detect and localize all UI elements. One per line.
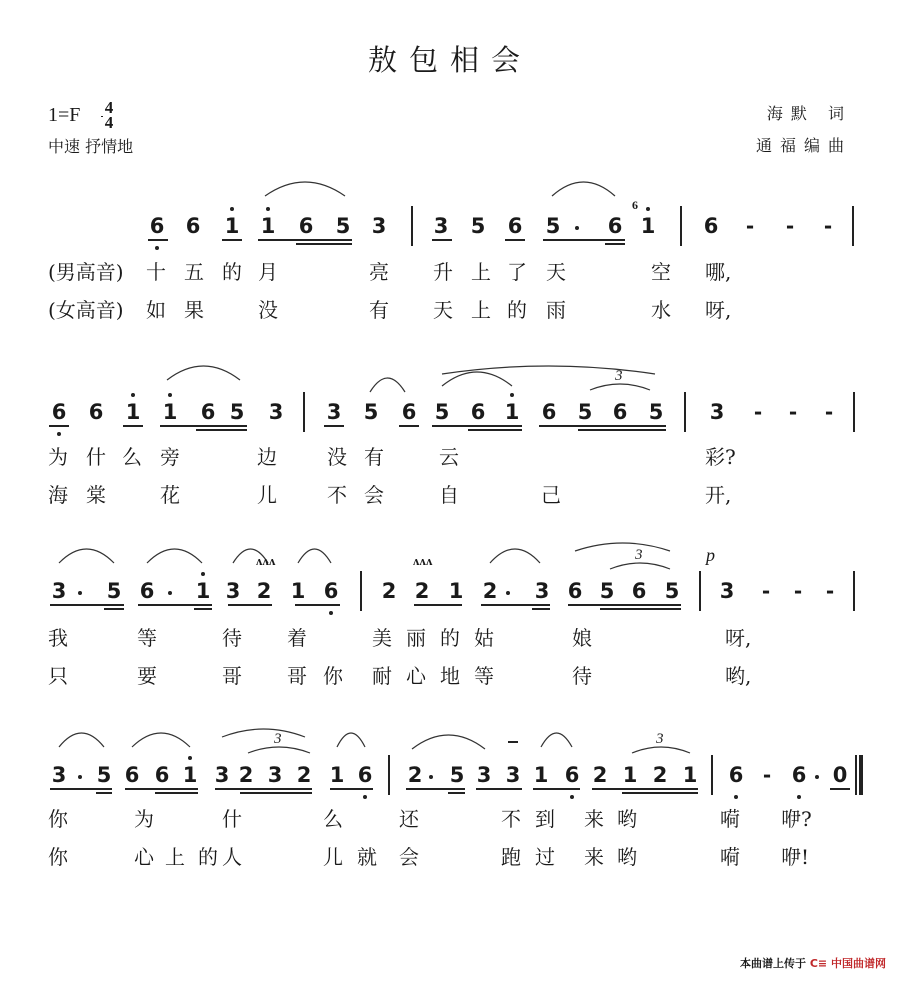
lyric: 你: [48, 807, 68, 831]
lyric: 美: [372, 626, 392, 650]
beam-underline: [104, 608, 124, 610]
lyric: 空: [651, 260, 671, 284]
note: 6: [357, 763, 373, 787]
note: 0: [832, 763, 848, 787]
note: 6: [541, 400, 557, 424]
lyric: 天: [546, 260, 566, 284]
lyric: 嗬: [720, 845, 740, 869]
slur-arc: [298, 549, 331, 563]
beam-underline: [49, 425, 69, 427]
beam-underline: [532, 608, 550, 610]
octave-dot-low: [363, 795, 367, 799]
sustain-dash: -: [788, 400, 798, 424]
note: 6: [728, 763, 744, 787]
barline: [855, 755, 857, 795]
lyric: 心: [406, 664, 426, 688]
beam-underline: [155, 792, 198, 794]
note: 5: [96, 763, 112, 787]
lyric: 如: [146, 298, 166, 322]
lyric: 我: [48, 626, 68, 650]
note: 3: [371, 214, 387, 238]
dynamic-marking: p: [706, 545, 715, 565]
note: 3: [433, 214, 449, 238]
note: 3: [51, 763, 67, 787]
lyric: 上: [471, 260, 491, 284]
beam-underline: [125, 788, 198, 790]
note: 3: [534, 579, 550, 603]
note: 5: [599, 579, 615, 603]
augmentation-dot: [168, 591, 172, 595]
beam-underline: [222, 239, 242, 241]
lyric: 娘: [572, 626, 592, 650]
note: 3: [51, 579, 67, 603]
note: 5: [106, 579, 122, 603]
note: 6: [149, 214, 165, 238]
slur-arc: [59, 733, 104, 747]
note: 3: [214, 763, 230, 787]
beam-underline: [296, 243, 352, 245]
time-signature: 4 4: [101, 100, 117, 130]
lyric: 心: [134, 845, 154, 869]
lyric: 儿: [323, 845, 343, 869]
note: 6: [401, 400, 417, 424]
barline: [411, 206, 413, 246]
lyric: 咿?: [781, 807, 812, 831]
beam-underline: [622, 792, 698, 794]
sustain-dash: -: [762, 763, 772, 787]
barline: [680, 206, 682, 246]
lyric: 来: [584, 807, 604, 831]
barline: [360, 571, 362, 611]
lyric: 天: [433, 298, 453, 322]
lyric: 不: [501, 807, 521, 831]
sustain-dash: -: [745, 214, 755, 238]
beam-underline: [295, 604, 340, 606]
note: 6: [88, 400, 104, 424]
lyric: 上: [471, 298, 491, 322]
beam-underline: [330, 788, 373, 790]
beam-underline: [399, 425, 419, 427]
note: 5: [545, 214, 561, 238]
footer-upload-note: 本曲谱上传于 C≡ 中国曲谱网: [740, 957, 886, 970]
octave-dot-high: [510, 393, 514, 397]
lyric: 月: [258, 260, 278, 284]
lyric: 的: [198, 845, 218, 869]
note: 6: [612, 400, 628, 424]
octave-dot-high: [131, 393, 135, 397]
lyric: 么: [323, 807, 343, 831]
slur-arc: [222, 729, 305, 737]
lyric: 跑: [501, 845, 521, 869]
slur-arc: [337, 733, 365, 747]
lyric: 咿!: [781, 845, 810, 869]
octave-dot-low: [734, 795, 738, 799]
augmentation-dot: [506, 591, 510, 595]
sustain-dash: -: [793, 579, 803, 603]
barline: [853, 571, 855, 611]
lyric: 来: [584, 845, 604, 869]
note: 5: [434, 400, 450, 424]
lyric: 呀,: [705, 298, 732, 322]
octave-dot-high: [646, 207, 650, 211]
lyric: 到: [535, 807, 555, 831]
lyric: 升: [433, 260, 453, 284]
beam-underline: [448, 792, 465, 794]
beam-underline: [324, 425, 344, 427]
beam-underline: [543, 239, 625, 241]
lyric: 十: [146, 260, 166, 284]
beam-underline: [592, 788, 698, 790]
note: 1: [224, 214, 240, 238]
slur-arc: [412, 735, 485, 749]
beam-underline: [215, 788, 312, 790]
grace-note: 6: [632, 198, 638, 212]
lyric: 地: [440, 664, 460, 688]
note: 3: [505, 763, 521, 787]
barline: [388, 755, 390, 795]
lyric: 棠: [86, 483, 106, 507]
lyric: 为: [134, 807, 154, 831]
note: 6: [567, 579, 583, 603]
tempo-marking: 中速 抒情地: [48, 137, 134, 156]
lyric: 还: [399, 807, 419, 831]
note: 1: [125, 400, 141, 424]
lyric: 么: [122, 445, 142, 469]
beam-underline: [476, 788, 522, 790]
beam-underline: [481, 604, 550, 606]
lyric: 哥: [222, 664, 242, 688]
octave-dot-high: [230, 207, 234, 211]
note: 6: [298, 214, 314, 238]
note: 6: [631, 579, 647, 603]
note: 6: [564, 763, 580, 787]
lyric: 你: [323, 664, 343, 688]
note: 1: [682, 763, 698, 787]
lyric: 丽: [406, 626, 426, 650]
note: 5: [577, 400, 593, 424]
lyric: 姑: [474, 626, 494, 650]
sustain-dash: -: [753, 400, 763, 424]
lyric: 会: [364, 483, 384, 507]
note: 1: [290, 579, 306, 603]
beam-underline: [123, 425, 143, 427]
lyric: 自: [439, 483, 459, 507]
note: 1: [260, 214, 276, 238]
lyric: (女高音): [48, 298, 124, 322]
lyric: 有: [364, 445, 384, 469]
beam-underline: [578, 429, 666, 431]
note: 5: [363, 400, 379, 424]
lyric: 你: [48, 845, 68, 869]
beam-underline: [533, 788, 580, 790]
lyric: 没: [327, 445, 347, 469]
beam-underline: [194, 608, 212, 610]
note: 1: [640, 214, 656, 238]
lyric: 己: [541, 483, 561, 507]
slur-arc: [167, 366, 240, 380]
lyric: 的: [507, 298, 527, 322]
triplet-mark: 3: [635, 547, 643, 563]
composer: 通福编曲: [755, 136, 852, 155]
triplet-mark: 3: [274, 731, 282, 747]
lyric: 亮: [369, 260, 389, 284]
note: 6: [154, 763, 170, 787]
note: 2: [381, 579, 397, 603]
sustain-dash: -: [823, 214, 833, 238]
beam-underline: [258, 239, 352, 241]
lyric: 会: [399, 845, 419, 869]
octave-dot-low: [57, 432, 61, 436]
lyric: 哪,: [705, 260, 732, 284]
note: 2: [592, 763, 608, 787]
note: 5: [648, 400, 664, 424]
octave-dot-high: [266, 207, 270, 211]
barline: [852, 206, 854, 246]
note: 6: [323, 579, 339, 603]
barline: [853, 392, 855, 432]
lyric: 没: [258, 298, 278, 322]
beam-underline: [160, 425, 247, 427]
barline: [303, 392, 305, 432]
brand-logo-icon: C≡: [809, 957, 828, 970]
lyric: 为: [48, 445, 68, 469]
lyric: 只: [48, 664, 68, 688]
note: 2: [296, 763, 312, 787]
lyric: 等: [474, 664, 494, 688]
sustain-dash: -: [824, 400, 834, 424]
note: 1: [162, 400, 178, 424]
beam-underline: [196, 429, 247, 431]
sustain-dash: -: [785, 214, 795, 238]
octave-dot-low: [570, 795, 574, 799]
beam-underline: [148, 239, 168, 241]
note: 6: [470, 400, 486, 424]
beam-underline: [240, 792, 312, 794]
note: 5: [335, 214, 351, 238]
lyric: 嗬: [720, 807, 740, 831]
note: 2: [238, 763, 254, 787]
lyric: 什: [86, 445, 106, 469]
note: 1: [622, 763, 638, 787]
lyric: 花: [160, 483, 180, 507]
beam-underline: [432, 239, 452, 241]
note: 1: [329, 763, 345, 787]
note: 1: [182, 763, 198, 787]
octave-dot-high: [201, 572, 205, 576]
lyric: 等: [137, 626, 157, 650]
final-barline: [859, 755, 863, 795]
beam-underline: [568, 604, 681, 606]
slur-arc: [442, 366, 655, 374]
slur-arc: [59, 549, 114, 563]
augmentation-dot: [78, 775, 82, 779]
beam-underline: [600, 608, 681, 610]
slur-arc: [147, 549, 202, 563]
mordent-icon: ʌʌʌ: [413, 553, 433, 568]
lyric: 五: [184, 260, 204, 284]
lyric: 的: [440, 626, 460, 650]
beam-underline: [505, 239, 525, 241]
lyric: 彩?: [705, 445, 736, 469]
barline: [699, 571, 701, 611]
lyric: 不: [327, 483, 347, 507]
note: 6: [703, 214, 719, 238]
note: 1: [448, 579, 464, 603]
lyric: 过: [535, 845, 555, 869]
slur-arc: [370, 378, 405, 392]
lyric: 云: [439, 445, 459, 469]
note: 2: [482, 579, 498, 603]
beam-underline: [96, 792, 112, 794]
note: 5: [449, 763, 465, 787]
slur-arc: [575, 543, 670, 551]
lyric: 上: [165, 845, 185, 869]
lyric: 要: [137, 664, 157, 688]
augmentation-dot: [815, 775, 819, 779]
lyric: 就: [357, 845, 377, 869]
note: 2: [414, 579, 430, 603]
note: 5: [229, 400, 245, 424]
lyric: 边: [257, 445, 277, 469]
lyric: (男高音): [48, 260, 124, 284]
sustain-dash: -: [825, 579, 835, 603]
beam-underline: [468, 429, 522, 431]
note: 6: [607, 214, 623, 238]
note: 2: [652, 763, 668, 787]
note: 3: [326, 400, 342, 424]
lyric: 人: [222, 845, 242, 869]
lyric: 开,: [705, 483, 732, 507]
slur-arc: [442, 372, 512, 386]
note: 5: [664, 579, 680, 603]
note: 3: [268, 400, 284, 424]
note: 1: [533, 763, 549, 787]
lyric: 果: [184, 298, 204, 322]
note: 3: [267, 763, 283, 787]
note: 6: [124, 763, 140, 787]
lyric: 的: [222, 260, 242, 284]
note: 3: [719, 579, 735, 603]
triplet-mark: 3: [615, 368, 623, 384]
barline: [684, 392, 686, 432]
beam-underline: [50, 788, 112, 790]
note: 1: [195, 579, 211, 603]
lyric: 耐: [372, 664, 392, 688]
slur-arc: [132, 733, 190, 747]
beam-underline: [539, 425, 666, 427]
note: 3: [476, 763, 492, 787]
lyric: 待: [572, 664, 592, 688]
note: 2: [256, 579, 272, 603]
beam-underline: [228, 604, 272, 606]
note: 6: [139, 579, 155, 603]
mordent-icon: ʌʌʌ: [256, 553, 276, 568]
slur-arc: [541, 733, 572, 747]
octave-dot-high: [188, 756, 192, 760]
lyric: 哟: [617, 845, 637, 869]
lyric: 旁: [160, 445, 180, 469]
octave-dot-low: [329, 611, 333, 615]
note: 6: [200, 400, 216, 424]
slur-arc: [490, 549, 540, 563]
lyric: 什: [222, 807, 242, 831]
beam-underline: [414, 604, 462, 606]
beam-underline: [138, 604, 212, 606]
lyric: 有: [369, 298, 389, 322]
lyricist: 海默 词: [766, 104, 852, 123]
lyric: 哟,: [725, 664, 752, 688]
lyric: 了: [507, 260, 527, 284]
lyric: 哥: [287, 664, 307, 688]
note: 6: [51, 400, 67, 424]
lyric: 哟: [617, 807, 637, 831]
note: 3: [709, 400, 725, 424]
key-signature: 1=F: [48, 104, 81, 126]
sustain-dash: -: [761, 579, 771, 603]
lyric: 着: [287, 626, 307, 650]
octave-dot-low: [155, 246, 159, 250]
beam-underline: [432, 425, 522, 427]
beam-underline: [605, 243, 625, 245]
lyric: 水: [651, 298, 671, 322]
lyric: 待: [222, 626, 242, 650]
octave-dot-low: [797, 795, 801, 799]
beam-underline: [50, 604, 124, 606]
barline: [711, 755, 713, 795]
note: 6: [185, 214, 201, 238]
triplet-mark: 3: [656, 731, 664, 747]
lyric: 海: [48, 483, 68, 507]
note: 5: [470, 214, 486, 238]
octave-dot-high: [168, 393, 172, 397]
song-title: 敖包相会: [367, 43, 532, 77]
lyric: 雨: [546, 298, 566, 322]
note: 2: [407, 763, 423, 787]
augmentation-dot: [429, 775, 433, 779]
lyric: 儿: [257, 483, 277, 507]
tie-mark: [508, 741, 518, 743]
note: 6: [507, 214, 523, 238]
note: 3: [225, 579, 241, 603]
lyric: 呀,: [725, 626, 752, 650]
beam-underline: [830, 788, 850, 790]
beam-underline: [406, 788, 465, 790]
slur-arc: [552, 182, 615, 196]
augmentation-dot: [575, 226, 579, 230]
slur-arc: [265, 182, 345, 196]
note: 1: [504, 400, 520, 424]
augmentation-dot: [78, 591, 82, 595]
note: 6: [791, 763, 807, 787]
